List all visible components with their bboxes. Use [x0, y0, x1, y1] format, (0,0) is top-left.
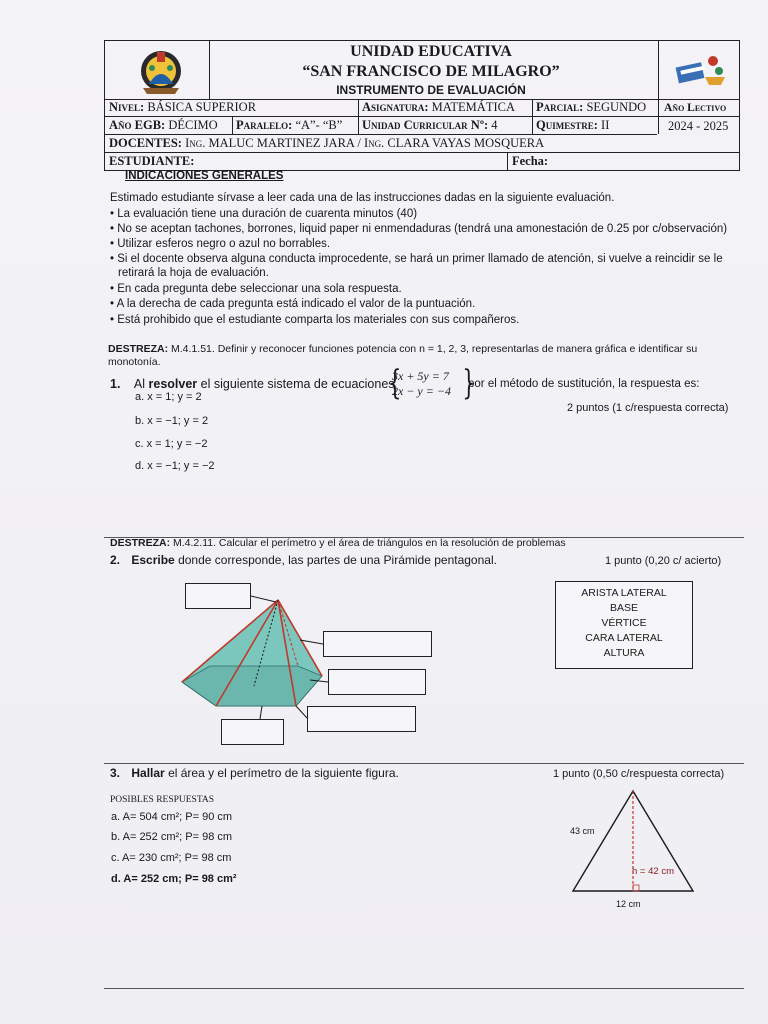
instruction-item: • En cada pregunta debe seleccionar una sola respuesta.	[110, 283, 402, 295]
q3-option-a[interactable]: a. A= 504 cm²; P= 90 cm	[111, 811, 233, 823]
answer-option: ALTURA	[603, 647, 645, 659]
isosceles-triangle-figure	[565, 785, 695, 895]
question-3	[110, 766, 399, 780]
parcial-value: SEGUNDO	[586, 100, 647, 114]
instruction-item: • A la derecha de cada pregunta está indicado el valor de la puntuación.	[110, 298, 476, 310]
instruction-item: • Si el docente observa alguna conducta improcedente, se hará un primer llamado de atención, si vuelve a reincidir se le	[110, 253, 723, 265]
instruction-item: • La evaluación tiene una duración de cuarenta minutos (40)	[110, 208, 418, 220]
q3-points: 1 punto (0,50 c/respuesta correcta)	[553, 768, 725, 780]
q3-verb: Hallar	[131, 766, 165, 780]
destreza-text: M.4.1.51. Definir y reconocer funciones potencia con n = 1, 2, 3, representarlas de manera gráfica e identificar su	[168, 343, 698, 355]
fecha-field[interactable]: Fecha:	[512, 154, 549, 168]
anio-lectivo-label: Año Lectivo	[664, 102, 727, 114]
q1-option-d[interactable]: d. x = −1; y = −2	[135, 460, 215, 472]
destreza-text: M.4.2.11. Calcular el perímetro y el área de triángulos en la resolución de problemas	[170, 537, 566, 549]
section-divider	[104, 763, 744, 764]
q1-points: 2 puntos (1 c/respuesta correcta)	[567, 402, 729, 414]
destreza-label: DESTREZA:	[110, 537, 171, 549]
equation-2: 2x − y = −4	[392, 384, 451, 398]
question-number: 2.	[110, 553, 121, 567]
estudiante-field[interactable]: ESTUDIANTE:	[109, 154, 195, 168]
instrument-title: INSTRUMENTO DE EVALUACIÓN	[336, 83, 526, 97]
destreza-text-cont: monotonía.	[108, 356, 161, 368]
asignatura-value: MATEMÁTICA	[431, 100, 515, 114]
equation-1: 3x + 5y = 7	[392, 369, 449, 383]
possible-answers-label: POSIBLES RESPUESTAS	[110, 795, 215, 805]
q3-text: el área y el perímetro de la siguiente figura.	[168, 766, 399, 780]
q1-option-a[interactable]: a. x = 1; y = 2	[135, 391, 202, 403]
school-title: UNIDAD EDUCATIVA	[350, 43, 512, 60]
q1-pre: Al	[133, 377, 146, 391]
nivel-label: Nivel:	[109, 100, 145, 114]
q2-text: donde corresponde, las partes de una Pirámide pentagonal.	[178, 553, 497, 567]
quimestre-label: Quimestre:	[536, 118, 598, 132]
unidad-value: 4	[491, 118, 498, 132]
docentes-value: Ing. MALUC MARTINEZ JARA / Ing. CLARA VAYAS MOSQUERA	[185, 136, 545, 150]
destreza-label: DESTREZA:	[108, 343, 169, 355]
triangle-side-label: 43 cm	[570, 826, 595, 836]
docentes-label: DOCENTES:	[109, 136, 182, 150]
paralelo-label: Paralelo:	[236, 118, 293, 132]
anio-egb-label: Año EGB:	[109, 118, 166, 132]
answer-bank	[555, 581, 693, 669]
footer-divider	[104, 988, 744, 989]
question-number: 1.	[110, 377, 121, 391]
q1-verb: resolver	[148, 377, 198, 391]
q1-text: el siguiente sistema de ecuaciones	[200, 377, 395, 391]
question-number: 3.	[110, 766, 121, 780]
instructions-heading: INDICACIONES GENERALES	[125, 170, 284, 182]
instruction-item: • No se aceptan tachones, borrones, liquid paper ni enmendaduras (tendrá una amonestación de 0.25 por c/observación)	[110, 223, 728, 235]
equation-brace-right: }	[462, 363, 476, 403]
anio-lectivo-value: 2024 - 2025	[668, 119, 729, 133]
parcial-label: Parcial:	[536, 100, 584, 114]
paralelo-value: “A”- “B”	[295, 118, 343, 132]
anio-egb-value: DÉCIMO	[168, 118, 218, 132]
answer-option: ARISTA LATERAL	[581, 587, 667, 599]
instruction-item: retirará la hoja de evaluación.	[118, 267, 269, 279]
triangle-height-label: h = 42 cm	[632, 866, 674, 877]
triangle-base-label: 12 cm	[616, 899, 641, 909]
q3-option-b[interactable]: b. A= 252 cm²; P= 98 cm	[111, 831, 233, 843]
instruction-item: • Utilizar esferos negro o azul no borrables.	[110, 238, 331, 250]
q2-points: 1 punto (0,20 c/ acierto)	[605, 555, 722, 567]
q1-post: por el método de sustitución, la respuesta es:	[468, 378, 700, 390]
nivel-value: BÁSICA SUPERIOR	[147, 100, 257, 114]
q2-verb: Escribe	[131, 553, 175, 567]
asignatura-label: Asignatura:	[362, 100, 429, 114]
answer-option: VÉRTICE	[601, 617, 647, 629]
equation-brace: {	[388, 363, 402, 403]
instructions-intro: Estimado estudiante sírvase a leer cada una de las instrucciones dadas en la siguiente evaluación.	[110, 192, 615, 204]
answer-option: BASE	[609, 602, 638, 614]
instruction-item: • Está prohibido que el estudiante comparta los materiales con sus compañeros.	[110, 314, 520, 326]
unidad-label: Unidad Curricular Nº:	[362, 118, 489, 132]
quimestre-value: II	[601, 118, 610, 132]
q1-option-b[interactable]: b. x = −1; y = 2	[135, 415, 209, 427]
answer-option: CARA LATERAL	[585, 632, 663, 644]
q1-option-c[interactable]: c. x = 1; y = −2	[135, 438, 208, 450]
q3-option-d[interactable]: d. A= 252 cm; P= 98 cm²	[111, 873, 237, 885]
school-name: “SAN FRANCISCO DE MILAGRO”	[302, 63, 560, 80]
q3-option-c[interactable]: c. A= 230 cm²; P= 98 cm	[111, 852, 232, 864]
